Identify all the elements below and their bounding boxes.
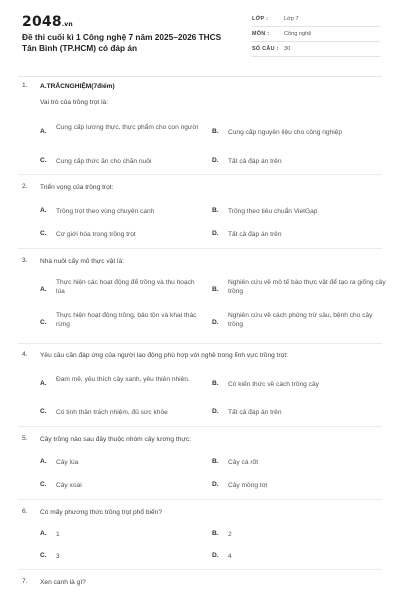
brand-domain: .vn	[61, 21, 73, 28]
page-header	[0, 0, 400, 64]
option-letter: B.	[212, 128, 219, 135]
option-text: Nghiên cứu về cách phòng trừ sâu, bệnh cho cây trồng	[228, 312, 373, 328]
question-text: Yêu cầu cần đáp ứng của người lao động phù hợp với nghề trong lĩnh vực trồng trọt:	[40, 352, 288, 359]
question-separator	[18, 343, 382, 344]
question-separator	[18, 174, 382, 175]
option-text: Trồng trọt theo vùng chuyên canh	[56, 208, 155, 215]
option-text: Nghiên cứu về mô tế bào thực vật để tạo ra giống cây trồng	[228, 279, 386, 295]
option-text: 1	[56, 531, 60, 538]
question-text: Có mấy phương thức trồng trọt phổ biến?	[40, 509, 163, 516]
meta-subject-label: MÔN :	[252, 31, 270, 37]
option-letter: B.	[212, 207, 219, 214]
option-letter: B.	[212, 458, 219, 465]
option-text: Tất cả đáp án trên	[228, 158, 282, 165]
option-text: Cây lúa	[56, 459, 79, 466]
question-separator	[18, 426, 382, 427]
meta-class-label: LỚP :	[252, 16, 269, 22]
meta-count-label: SỐ CÂU :	[252, 46, 279, 52]
option-letter: C.	[40, 230, 47, 237]
option-letter: C.	[40, 157, 47, 164]
header-divider	[18, 76, 382, 77]
option-letter: B.	[212, 380, 219, 387]
option-letter: C.	[40, 552, 47, 559]
question-number: 1.	[22, 82, 28, 89]
option-text: Cung cấp nguyên liệu cho công nghiệp	[228, 129, 343, 136]
question-number: 7.	[22, 578, 28, 585]
option-text: Cơ giới hóa trong trồng trọt	[56, 231, 136, 238]
section-title: A.TRẮCNGHIỆM(7điểm)	[40, 83, 115, 90]
meta-subject-row	[252, 28, 380, 42]
question-number: 5.	[22, 435, 28, 442]
option-letter: B.	[212, 286, 219, 293]
meta-count-value: 30	[284, 46, 291, 52]
question-separator	[18, 499, 382, 500]
option-letter: C.	[40, 408, 47, 415]
option-text: Đam mê, yêu thích cây xanh, yêu thiên nhiên.	[56, 376, 190, 383]
question-separator	[18, 569, 382, 570]
option-text: Cung cấp thức ăn cho chăn nuôi	[56, 158, 152, 165]
option-text: 4	[228, 553, 232, 560]
option-text: Cây mồng tơi	[228, 482, 268, 489]
option-letter: D.	[212, 552, 219, 559]
option-text: Có kiến thức về cách trồng cây	[228, 381, 319, 388]
option-text: Thực hiện các hoạt động để trồng và thu hoạch lúa	[56, 279, 195, 295]
question-number: 4.	[22, 351, 28, 358]
question-text: Cây trồng nào sau đây thuộc nhóm cây lương thực:	[40, 436, 191, 443]
option-text: Trồng theo tiêu chuẩn VietGap	[228, 208, 318, 215]
option-text: Tất cả đáp án trên	[228, 231, 282, 238]
meta-subject-value: Công nghệ	[284, 31, 312, 37]
option-letter: A.	[40, 207, 47, 214]
question-text: Triển vọng của trồng trọt:	[40, 184, 114, 191]
option-letter: C.	[40, 319, 47, 326]
option-text: Thực hiện hoạt động trồng, bảo tồn và khai thác rừng	[56, 312, 197, 328]
option-letter: A.	[40, 380, 47, 387]
meta-class-value: Lớp 7	[284, 16, 299, 22]
meta-count-row	[252, 43, 380, 57]
question-text: Nhà nuôi cấy mô thực vật là:	[40, 258, 124, 265]
option-letter: A.	[40, 458, 47, 465]
option-letter: B.	[212, 530, 219, 537]
question-number: 2.	[22, 183, 28, 190]
question-separator	[18, 248, 382, 249]
option-letter: A.	[40, 128, 47, 135]
option-text: 3	[56, 553, 60, 560]
meta-class-row	[252, 13, 380, 27]
option-text: Cây xoài	[56, 482, 82, 489]
option-letter: A.	[40, 530, 47, 537]
option-letter: C.	[40, 481, 47, 488]
option-text: Có tinh thần trách nhiệm, đủ sức khỏe	[56, 409, 168, 416]
option-text: Cây cà rốt	[228, 459, 259, 466]
option-letter: D.	[212, 481, 219, 488]
exam-title: Đề thi cuối kì 1 Công nghệ 7 năm 2025–2026 THCS Tân Bình (TP.HCM) có đáp án	[22, 32, 222, 53]
question-number: 3.	[22, 257, 28, 264]
option-letter: D.	[212, 157, 219, 164]
question-number: 6.	[22, 508, 28, 515]
option-text: 2	[228, 531, 232, 538]
question-text: Xen canh là gì?	[40, 579, 86, 586]
option-letter: A.	[40, 286, 47, 293]
option-letter: D.	[212, 319, 219, 326]
brand-logo[interactable]	[22, 14, 73, 30]
option-letter: D.	[212, 408, 219, 415]
option-text: Tất cả đáp án trên	[228, 409, 282, 416]
option-text: Cung cấp lương thực, thực phẩm cho con người	[56, 124, 199, 131]
question-text: Vai trò của trồng trọt là:	[40, 99, 109, 106]
exam-meta	[252, 13, 380, 58]
brand-name: 2048	[22, 14, 62, 30]
option-letter: D.	[212, 230, 219, 237]
